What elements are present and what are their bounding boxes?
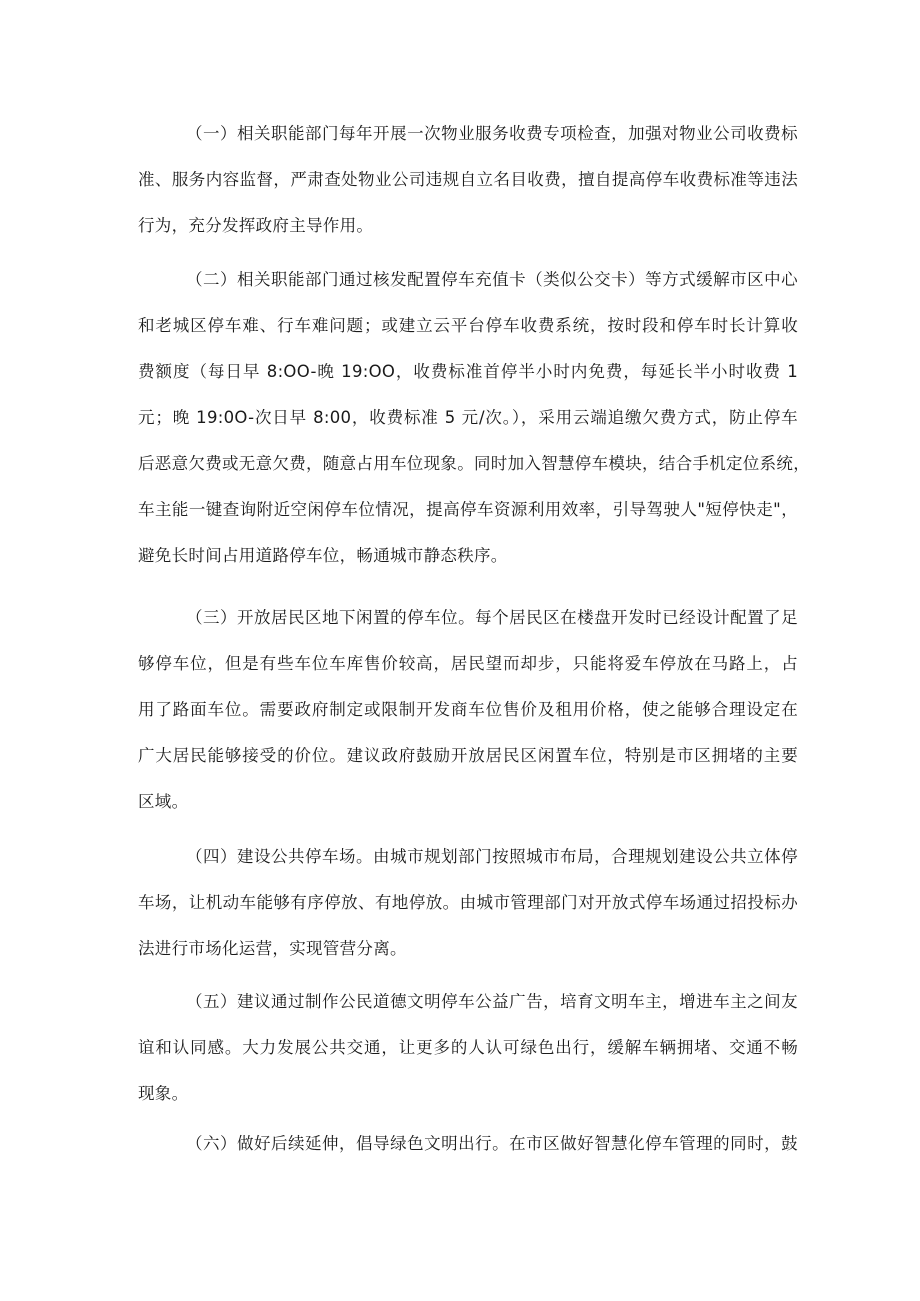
- paragraph-6: [138, 1121, 798, 1167]
- text-line: 避免长时间占用道路停车位，畅通城市静态秩序。: [138, 546, 508, 565]
- text-line: （四）建设公共停车场。由城市规划部门按照城市布局，合理规划建设公共立体停: [186, 847, 798, 866]
- text-line: 够停车位，但是有些车位车库售价较高，居民望而却步，只能将爱车停放在马路上，占: [138, 654, 798, 673]
- text-line: 区域。: [138, 792, 189, 811]
- paragraph-4: [138, 834, 798, 972]
- text-line: （一）相关职能部门每年开展一次物业服务收费专项检查，加强对物业公司收费标: [186, 124, 798, 143]
- text-line: （二）相关职能部门通过核发配置停车充值卡（类似公交卡）等方式缓解市区中心: [186, 270, 798, 289]
- text-line: 和老城区停车难、行车难问题；或建立云平台停车收费系统，按时段和停车时长计算收: [138, 316, 798, 335]
- text-line: 法进行市场化运营，实现管营分离。: [138, 939, 407, 958]
- text-line: （三）开放居民区地下闲置的停车位。每个居民区在楼盘开发时已经设计配置了足: [186, 608, 798, 627]
- text-line: 车主能一键查询附近空闲停车位情况，提高停车资源利用效率，引导驾驶人"短停快走"，: [138, 500, 798, 519]
- text-line: 后恶意欠费或无意欠费，随意占用车位现象。同时加入智慧停车模块，结合手机定位系统，: [138, 454, 810, 473]
- text-line: （五）建议通过制作公民道德文明停车公益广告，培育文明车主，增进车主之间友: [186, 992, 798, 1011]
- text-line: 费额度（每日早 8:OO-晚 19:OO，收费标准首停半小时内免费，每延长半小时收费 1: [138, 362, 798, 381]
- text-line: 车场，让机动车能够有序停放、有地停放。由城市管理部门对开放式停车场通过招投标办: [138, 893, 798, 912]
- paragraph-2: [138, 257, 810, 579]
- text-line: 谊和认同感。大力发展公共交通，让更多的人认可绿色出行，缓解车辆拥堵、交通不畅: [138, 1038, 798, 1057]
- text-line: 行为，充分发挥政府主导作用。: [138, 216, 374, 235]
- paragraph-1: [138, 111, 798, 249]
- text-line: （六）做好后续延伸，倡导绿色文明出行。在市区做好智慧化停车管理的同时，鼓: [186, 1134, 798, 1153]
- text-line: 元；晚 19:0O-次日早 8:00，收费标准 5 元/次。），采用云端追缴欠费方式，防止停车: [138, 408, 798, 427]
- text-line: 现象。: [138, 1084, 189, 1103]
- text-line: 用了路面车位。需要政府制定或限制开发商车位售价及租用价格，使之能够合理设定在: [138, 700, 798, 719]
- paragraph-3: [138, 595, 798, 825]
- paragraph-5: [138, 979, 798, 1117]
- text-line: 广大居民能够接受的价位。建议政府鼓励开放居民区闲置车位，特别是市区拥堵的主要: [138, 746, 798, 765]
- text-line: 准、服务内容监督，严肃查处物业公司违规自立名目收费，擅自提高停车收费标准等违法: [138, 170, 798, 189]
